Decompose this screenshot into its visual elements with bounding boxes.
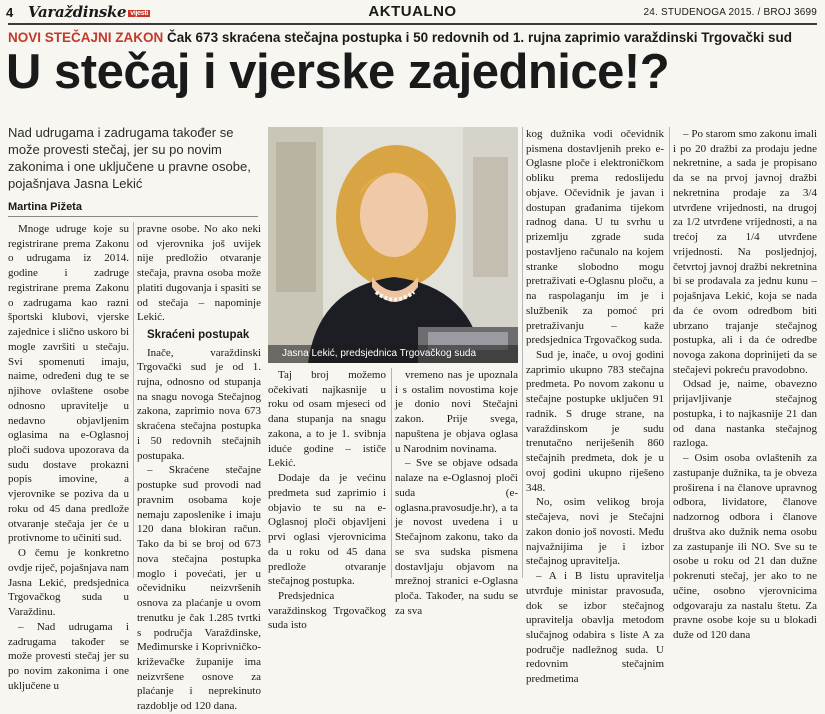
- logo-tag: vijesti: [130, 9, 149, 17]
- paragraph: No, osim velikog broja stečajeva, novi je Stečajni zakon donio još novosti. Među najvažnijima je i izbor stečajnog upravitelja.: [526, 496, 664, 568]
- paragraph: – Po starom smo zakonu imali i po 20 dražbi za prodaju jedne nekretnine, a sada je propisano da se na prvoj javnoj dražbi nekretnina prodaje za 3/4 utvrđene vrijednosti, na drugoj za 1/2 utvrđene vrijednosti, a na trećoj za 1/4 utvrđene vrijednosti. Na posljednjoj, četvrtoj javnoj dražbi nekretnina bi se prodavala za jednu kunu – pojašnjava Lekić, koja se nada da će ovom odredbom biti ubrzano trajanje stečajnog postupka, ali i da će odredbe novoga zakona doprinijeti da se stečajevi pokreću pravodobno.: [673, 128, 817, 376]
- column-rule: [669, 127, 670, 578]
- paragraph: Taj broj možemo očekivati najkasnije u roku od osam mjeseci od dana stupanja na snagu zakona, a to je 1. svibnja iduće godine – ističe Lekić.: [268, 369, 386, 470]
- article-column-6: [673, 127, 817, 641]
- section-subhead: Skraćeni postupak: [147, 329, 250, 342]
- article-column-3: [268, 368, 386, 632]
- article-column-5: [526, 127, 664, 686]
- article-byline: Martina Pižeta: [8, 201, 82, 213]
- paragraph: O čemu je konkretno ovdje riječ, pojašnjava nam Jasna Lekić, predsjednica Trgovačkog suda u Varaždinu.: [8, 547, 129, 619]
- column-rule: [133, 222, 134, 578]
- article-column-1: [8, 222, 129, 692]
- paragraph: – Osim osoba ovlaštenih za zastupanje dužnika, ta je obveza proširena i na članove upravnog odbora, lividatore, članove nadzornog odbora i članove društva ako dužnik nema osobu za zastupanje ili NO. Sve su te osobe u roku od 21 dan dužne pokrenuti stečaj, jer ako to ne učine, osobno vjerovnicima odgovaraju za nastalu štetu. Za pravne osobe koje su u blokadi duže od 120 dana: [673, 452, 817, 641]
- paragraph: Odsad je, naime, obavezno prijavljivanje stečajnog postupka, i to najkasnije 21 dan od dana nastanka stečajnog razloga.: [673, 378, 817, 450]
- paragraph: – Skraćene stečajne postupke sud provodi nad pravnim osobama koje nemaju zaposlenike i imaju 120 dana blokiran račun. Tako da bi se broj od 673 nova stečajna postupka moglo i povećati, jer u očevidniku neizvršenih osnova za plaćanje u ovom trenutku je čak 1.285 tvrtki s područja Varaždinske, Međimurske i Koprivničko-križevačke županije ima neizvršene osnove za plaćanje i neprekinuto razdoblje od 120 dana.: [137, 464, 261, 713]
- logo-text: Varaždinske: [28, 3, 127, 21]
- paragraph: Predsjednica varaždinskog Trgovačkog suda isto: [268, 590, 386, 632]
- masthead: [0, 0, 825, 26]
- paragraph: – Sve se objave odsada nalaze na e-Oglasnoj ploči suda (e-oglasna.pravosudje.hr), a ta je novost uvedena i u Stečajnom zakonu, tako da se sva sudska pismena dostavljaju objavom na mrežnoj stranici e-Oglasna ploča. Također, na sudu se za sva: [395, 457, 518, 617]
- paragraph: Mnoge udruge koje su registrirane prema Zakonu o udrugama iz 2014. godine i zadruge registrirane prema Zakonu o zadrugama kao razni športski klubovi, vjerske zajednice i slično uskoro bi mogle završiti u stečaju. Svi spomenuti imaju, naime, određeni dug te se njihove ovlaštene osobe odnosno upravitelje u nedavno objavljenim oglasima na e-Oglasnoj ploči sudova upozorava da sudu dostave prokazni popis imovine, a vjerovnike se poziva da u roku od 45 dana predlože otvaranje stečaja jer će u protivnome to učiniti sud.: [8, 223, 129, 545]
- article-photo: [268, 127, 518, 363]
- lead-divider: [8, 216, 258, 217]
- section-title: AKTUALNO: [368, 3, 457, 20]
- paragraph: Dodaje da je većinu predmeta sud zaprimio i objavio te su na e-Oglasnoj ploči objavljeni prvi oglasi vjerovnicima da u roku od 45 dana predlože otvaranje stečajnog postupka.: [268, 472, 386, 588]
- column-rule: [522, 127, 523, 578]
- page-number: 4: [6, 5, 14, 20]
- article-column-4: [395, 368, 518, 617]
- column-rule: [391, 368, 392, 578]
- paragraph: – A i B listu upravitelja utvrđuje ministar pravosuđa, dok se izbor stečajnog upravitelja obavlja metodom slučajnog odabira s liste A za područje nadležnog suda. U redovnim stečajnim predmetima: [526, 570, 664, 686]
- article-column-2: [137, 222, 261, 713]
- portrait-illustration: [268, 127, 518, 363]
- paragraph: kog dužnika vodi očevidnik pismena dostavljenih preko e-Oglasne ploče i elektroničkom obliku prema redoslijedu objave. Očevidnik je javan i dostupan građanima tijekom radnog dana. U tu svrhu u prizemlju zgrade suda postavljeno računalo na kojem stranke slobodno mogu pretraživati e-Oglasnu ploču, a na raspolaganju im je i službenik za pomoć pri pretraživanju – kaže predsjednica Trgovačkog suda.: [526, 128, 664, 347]
- kicker-label: NOVI STEČAJNI ZAKON: [8, 30, 164, 45]
- article-kicker: [8, 30, 823, 45]
- paragraph: Inače, varaždinski Trgovački sud je od 1. rujna, odnosno od stupanja na snagu novoga Stečajnog zakona, zaprimio nova 673 skraćena stečajna postupka i 50 redovnih stečajnih postupaka.: [137, 346, 261, 462]
- masthead-rule: [8, 23, 817, 25]
- article-headline: U stečaj i vjerske zajednice!?: [6, 45, 670, 99]
- article-lead: Nad udrugama i zadrugama također se može provesti stečaj, jer su po novim zakonima i one uključene u pravne osobe, pojašnjava Jasna Lekić: [8, 125, 251, 191]
- photo-caption: Jasna Lekić, predsjednica Trgovačkog suda: [268, 345, 518, 363]
- kicker-text: Čak 673 skraćena stečajna postupka i 50 redovnih od 1. rujna zaprimio varaždinski Trgovački sud: [167, 30, 793, 45]
- paragraph: Sud je, inače, u ovoj godini zaprimio ukupno 783 stečajna predmeta. Po novom zakonu u stečajne postupke uključen 91 radnik. S druge strane, na varaždinskom je sudu trenutačno neriješenih 860 stečajnih predmeta, dok je u ovoj godini ukupno riješeno 348.: [526, 349, 664, 494]
- paragraph: vremeno nas je upoznala i s ostalim novostima koje je donio novi Stečajni zakon. Prije svega, napuštena je objava oglasa u Narodnim novinama.: [395, 369, 518, 455]
- issue-dateline: 24. STUDENOGA 2015. / BROJ 3699: [643, 7, 817, 18]
- paragraph: pravne osobe. No ako neki od vjerovnika još uvijek nije predložio otvaranje stečaja, pravna osoba može platiti dugovanja i spasiti se od stečaja – napominje Lekić.: [137, 223, 261, 324]
- paragraph: – Nad udrugama i zadrugama također se može provesti stečaj jer su po novim zakonima i one uključene u: [8, 620, 129, 692]
